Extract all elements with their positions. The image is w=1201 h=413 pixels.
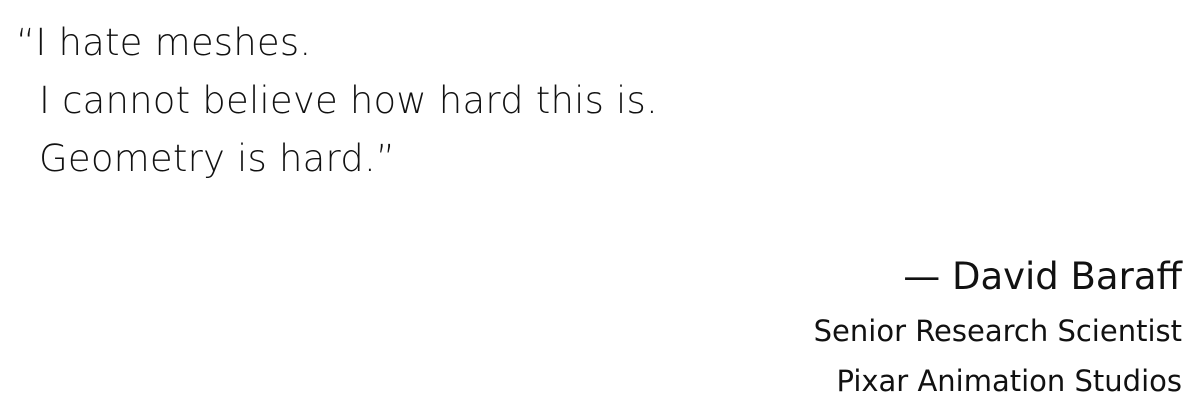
author-name: — David Baraff: [903, 255, 1182, 298]
quote-line-1: “I hate meshes.: [16, 21, 312, 64]
quote-line-3: Geometry is hard.”: [39, 137, 396, 180]
quote-block: [16, 14, 658, 188]
author-organization: Pixar Animation Studios: [836, 364, 1182, 398]
quote-line-2: I cannot believe how hard this is.: [39, 79, 658, 122]
author-title: Senior Research Scientist: [813, 314, 1182, 348]
attribution: [814, 248, 1182, 406]
